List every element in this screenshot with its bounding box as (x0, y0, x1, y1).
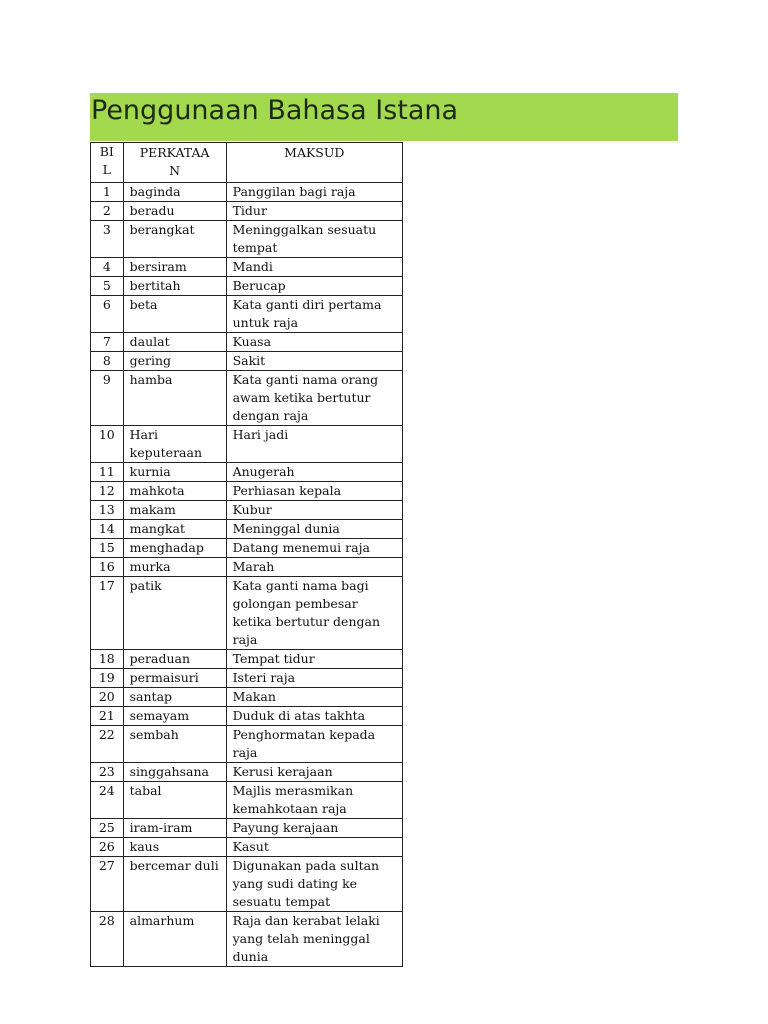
table-row (91, 912, 403, 967)
row-perkataan: bercemar duli (123, 857, 226, 912)
row-maksud: Kubur (226, 501, 402, 520)
row-maksud: Sakit (226, 352, 402, 371)
row-number: 22 (91, 726, 124, 763)
table-row (91, 426, 403, 463)
row-number: 4 (91, 258, 124, 277)
row-perkataan: beta (123, 296, 226, 333)
table-row (91, 558, 403, 577)
row-perkataan: mangkat (123, 520, 226, 539)
row-maksud: Perhiasan kepala (226, 482, 402, 501)
row-maksud: Makan (226, 688, 402, 707)
table-row (91, 463, 403, 482)
table-row (91, 707, 403, 726)
table-row (91, 333, 403, 352)
table-header-row (91, 143, 403, 183)
header-bil-line-1: BI (99, 144, 114, 159)
row-number: 6 (91, 296, 124, 333)
row-perkataan: Hari keputeraan (123, 426, 226, 463)
table-row (91, 857, 403, 912)
row-perkataan: kurnia (123, 463, 226, 482)
row-maksud: Kerusi kerajaan (226, 763, 402, 782)
row-maksud: Digunakan pada sultan yang sudi dating ke sesuatu tempat (226, 857, 402, 912)
row-perkataan: hamba (123, 371, 226, 426)
page-title: Penggunaan Bahasa Istana (91, 95, 459, 126)
row-maksud: Kasut (226, 838, 402, 857)
table-row (91, 726, 403, 763)
row-perkataan: daulat (123, 333, 226, 352)
row-number: 24 (91, 782, 124, 819)
table-row (91, 688, 403, 707)
table-row (91, 352, 403, 371)
table-row (91, 539, 403, 558)
table-row (91, 221, 403, 258)
row-number: 25 (91, 819, 124, 838)
header-maksud: MAKSUD (226, 143, 402, 183)
table-row (91, 296, 403, 333)
row-maksud: Meninggalkan sesuatu tempat (226, 221, 402, 258)
row-number: 9 (91, 371, 124, 426)
row-maksud: Raja dan kerabat lelaki yang telah meninggal dunia (226, 912, 402, 967)
row-number: 17 (91, 577, 124, 650)
row-maksud: Datang menemui raja (226, 539, 402, 558)
table-row (91, 763, 403, 782)
table-row (91, 277, 403, 296)
row-number: 26 (91, 838, 124, 857)
row-perkataan: murka (123, 558, 226, 577)
row-perkataan: almarhum (123, 912, 226, 967)
row-perkataan: singgahsana (123, 763, 226, 782)
header-bil-line-2: L (102, 162, 111, 177)
row-perkataan: iram-iram (123, 819, 226, 838)
row-perkataan: bersiram (123, 258, 226, 277)
title-bar (90, 93, 678, 141)
row-number: 13 (91, 501, 124, 520)
row-number: 16 (91, 558, 124, 577)
row-perkataan: menghadap (123, 539, 226, 558)
table-row (91, 577, 403, 650)
row-maksud: Penghormatan kepada raja (226, 726, 402, 763)
row-maksud: Anugerah (226, 463, 402, 482)
row-perkataan: bertitah (123, 277, 226, 296)
header-perkataan-line-1: PERKATAA (139, 145, 210, 160)
row-number: 19 (91, 669, 124, 688)
row-maksud: Hari jadi (226, 426, 402, 463)
row-perkataan: sembah (123, 726, 226, 763)
row-number: 15 (91, 539, 124, 558)
table-row (91, 501, 403, 520)
row-maksud: Kata ganti nama bagi golongan pembesar ketika bertutur dengan raja (226, 577, 402, 650)
row-maksud: Payung kerajaan (226, 819, 402, 838)
header-bil (91, 143, 124, 183)
row-perkataan: patik (123, 577, 226, 650)
row-number: 5 (91, 277, 124, 296)
row-number: 10 (91, 426, 124, 463)
header-perkataan-line-2: N (169, 163, 181, 178)
table-body (91, 183, 403, 967)
row-maksud: Marah (226, 558, 402, 577)
row-perkataan: mahkota (123, 482, 226, 501)
row-perkataan: berangkat (123, 221, 226, 258)
row-number: 28 (91, 912, 124, 967)
row-number: 27 (91, 857, 124, 912)
row-number: 12 (91, 482, 124, 501)
table-row (91, 838, 403, 857)
row-number: 11 (91, 463, 124, 482)
row-maksud: Isteri raja (226, 669, 402, 688)
table-row (91, 371, 403, 426)
row-perkataan: gering (123, 352, 226, 371)
row-maksud: Mandi (226, 258, 402, 277)
row-maksud: Tempat tidur (226, 650, 402, 669)
row-number: 7 (91, 333, 124, 352)
row-maksud: Berucap (226, 277, 402, 296)
row-maksud: Duduk di atas takhta (226, 707, 402, 726)
row-perkataan: peraduan (123, 650, 226, 669)
row-maksud: Kuasa (226, 333, 402, 352)
table-row (91, 782, 403, 819)
row-number: 3 (91, 221, 124, 258)
row-number: 20 (91, 688, 124, 707)
table-row (91, 520, 403, 539)
row-maksud: Kata ganti nama orang awam ketika bertutur dengan raja (226, 371, 402, 426)
row-number: 18 (91, 650, 124, 669)
row-perkataan: tabal (123, 782, 226, 819)
row-number: 1 (91, 183, 124, 202)
row-number: 21 (91, 707, 124, 726)
row-maksud: Kata ganti diri pertama untuk raja (226, 296, 402, 333)
header-perkataan (123, 143, 226, 183)
row-perkataan: baginda (123, 183, 226, 202)
table-row (91, 258, 403, 277)
row-number: 23 (91, 763, 124, 782)
row-number: 8 (91, 352, 124, 371)
table-row (91, 183, 403, 202)
table-row (91, 669, 403, 688)
vocabulary-table (90, 142, 403, 967)
table-row (91, 650, 403, 669)
row-perkataan: kaus (123, 838, 226, 857)
row-number: 14 (91, 520, 124, 539)
row-maksud: Panggilan bagi raja (226, 183, 402, 202)
row-maksud: Tidur (226, 202, 402, 221)
table-row (91, 202, 403, 221)
row-perkataan: semayam (123, 707, 226, 726)
row-perkataan: santap (123, 688, 226, 707)
row-perkataan: beradu (123, 202, 226, 221)
row-number: 2 (91, 202, 124, 221)
row-perkataan: permaisuri (123, 669, 226, 688)
row-maksud: Meninggal dunia (226, 520, 402, 539)
table-row (91, 819, 403, 838)
row-maksud: Majlis merasmikan kemahkotaan raja (226, 782, 402, 819)
table-row (91, 482, 403, 501)
row-perkataan: makam (123, 501, 226, 520)
